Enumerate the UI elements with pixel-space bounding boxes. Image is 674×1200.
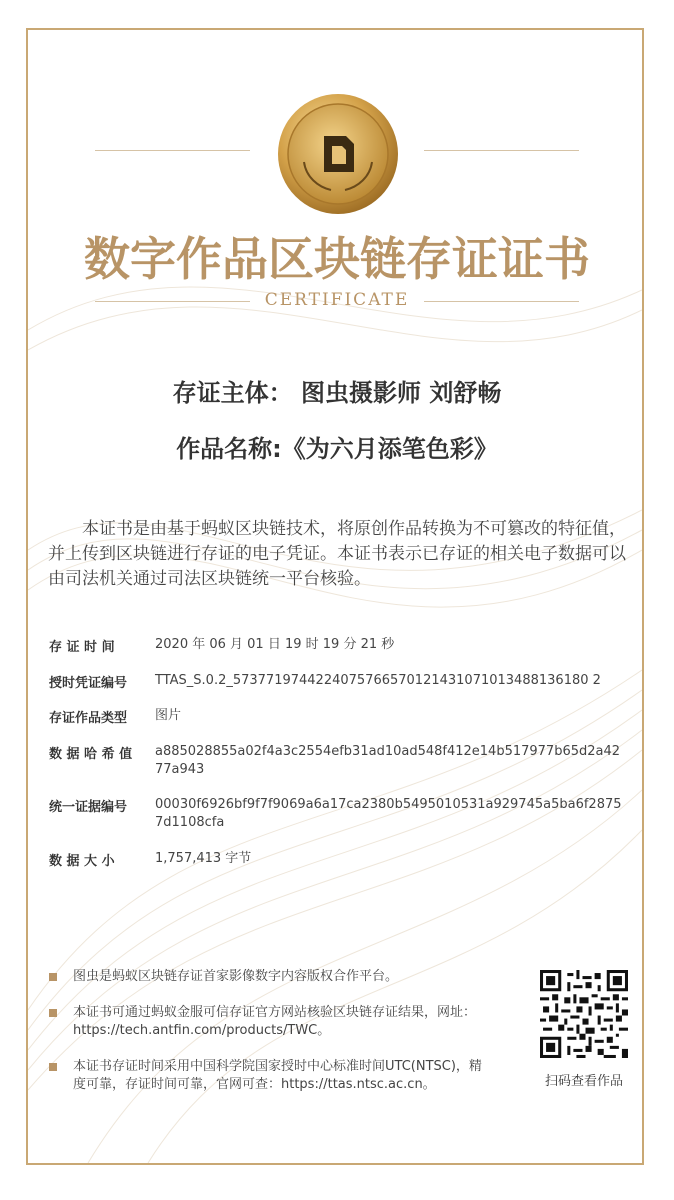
work-label: 作品名称: — [176, 435, 282, 463]
detail-value: 00030f6926bf9f7f9069a6a17ca2380b5495010531a929745a5ba6f28757d1108cfa — [155, 797, 622, 830]
qr-code-icon[interactable] — [540, 970, 628, 1058]
certificate-title: 数字作品区块链存证证书 — [84, 232, 590, 286]
certificate-subtitle: CERTIFICATE — [264, 290, 410, 310]
holder-label: 存证主体： — [172, 379, 293, 407]
holder-line — [0, 373, 674, 408]
certificate-description: 本证书是由基于蚂蚁区块链技术，将原创作品转换为不可篡改的特征值，并上传到区块链进行存证的电子凭证。本证书表示已存证的相关电子数据可以由司法机关通过司法区块链统一平台核验。 — [48, 519, 626, 589]
note-text: 图虫是蚂蚁区块链存证首家影像数字内容版权合作平台。 — [73, 969, 399, 984]
detail-label: 统一证据编号 — [49, 800, 128, 815]
qr-caption: 扫码查看作品 — [544, 1074, 623, 1089]
detail-value: TTAS_S.0.2_5737719744224075766570121431071013488136180 2 — [155, 673, 601, 688]
square-bullet-icon — [49, 973, 57, 981]
note-text: 本证书存证时间采用中国科学院国家授时中心标准时间UTC(NTSC)，精度可靠，存证时间可靠，官网可查：https://ttas.ntsc.ac.cn。 — [73, 1059, 482, 1092]
work-line — [0, 429, 674, 464]
top-left-rule — [95, 150, 250, 151]
detail-label: 数 据 哈 希 值 — [49, 747, 133, 762]
note-item — [49, 1058, 489, 1094]
detail-value: 图片 — [155, 708, 182, 723]
note-text: 本证书可通过蚂蚁金服可信存证官方网站核验区块链存证结果，网址：https://tech.antfin.com/products/TWC。 — [73, 1005, 477, 1038]
gold-medal-icon — [276, 92, 400, 216]
detail-value: 1,757,413 字节 — [155, 851, 252, 866]
detail-value: 2020 年 06 月 01 日 19 时 19 分 21 秒 — [155, 637, 395, 652]
note-item — [49, 968, 489, 986]
holder-value: 图虫摄影师 刘舒畅 — [301, 379, 502, 407]
detail-value: a885028855a02f4a3c2554efb31ad10ad548f412e14b517977b65d2a4277a943 — [155, 744, 621, 777]
detail-label: 存 证 时 间 — [49, 640, 115, 655]
top-right-rule — [424, 150, 579, 151]
detail-label: 数 据 大 小 — [49, 854, 115, 869]
work-value: 《为六月添笔色彩》 — [281, 435, 498, 463]
square-bullet-icon — [49, 1009, 57, 1017]
detail-label: 存证作品类型 — [49, 711, 128, 726]
detail-label: 授时凭证编号 — [49, 676, 128, 691]
note-item — [49, 1004, 489, 1040]
square-bullet-icon — [49, 1063, 57, 1071]
